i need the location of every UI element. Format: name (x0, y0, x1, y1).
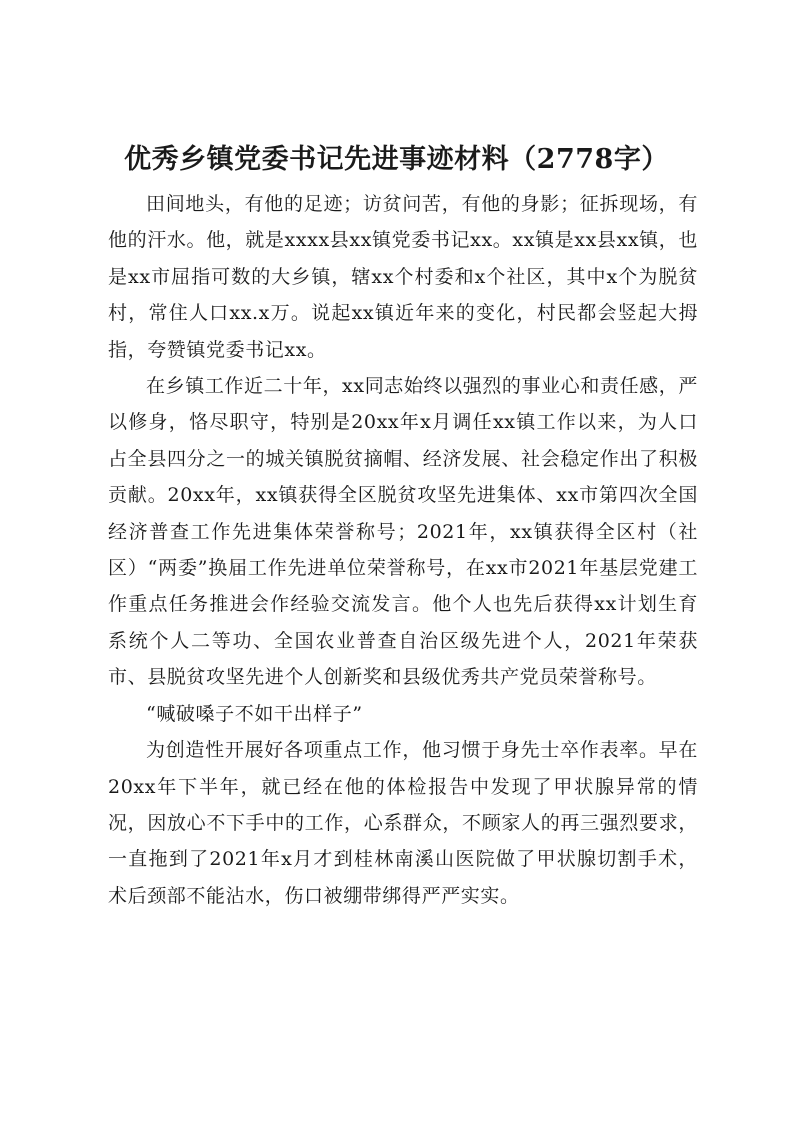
paragraph-intro: 田间地头，有他的足迹；访贫问苦，有他的身影；征拆现场，有他的汗水。他，就是xxxx县xx镇党委书记xx。xx镇是xx县xx镇，也是xx市屈指可数的大乡镇，辖xx个村委和x个社区，其中x个为脱贫村，常住人口xx.x万。说起xx镇近年来的变化，村民都会竖起大拇指，夸赞镇党委书记xx。 (108, 193, 698, 361)
paragraph-achievements: 在乡镇工作近二十年，xx同志始终以强烈的事业心和责任感，严以修身，恪尽职守，特别是20xx年x月调任xx镇工作以来，为人口占全县四分之一的城关镇脱贫摘帽、经济发展、社会稳定作出了积极贡献。20xx年，xx镇获得全区脱贫攻坚先进集体、xx市第四次全国经济普查工作先进集体荣誉称号；2021年，xx镇获得全区村（社区）“两委”换届工作先进单位荣誉称号，在xx市2021年基层党建工作重点任务推进会作经验交流发言。他个人也先后获得xx计划生育系统个人二等功、全国农业普查自治区级先进个人，2021年荣获市、县脱贫攻坚先进个人创新奖和县级优秀共产党员荣誉称号。 (108, 375, 698, 689)
section-heading-quote: “喊破嗓子不如干出样子” (146, 702, 363, 725)
document-body (108, 186, 698, 914)
paragraph-leading-by-example: 为创造性开展好各项重点工作，他习惯于身先士卒作表率。早在20xx年下半年，就已经在他的体检报告中发现了甲状腺异常的情况，因放心不下手中的工作，心系群众，不顾家人的再三强烈要求，一直拖到了2021年x月才到桂林南溪山医院做了甲状腺切割手术，术后颈部不能沾水，伤口被绷带绑得严严实实。 (108, 739, 698, 907)
document-title: 优秀乡镇党委书记先进事迹材料（2778字） (124, 144, 669, 175)
